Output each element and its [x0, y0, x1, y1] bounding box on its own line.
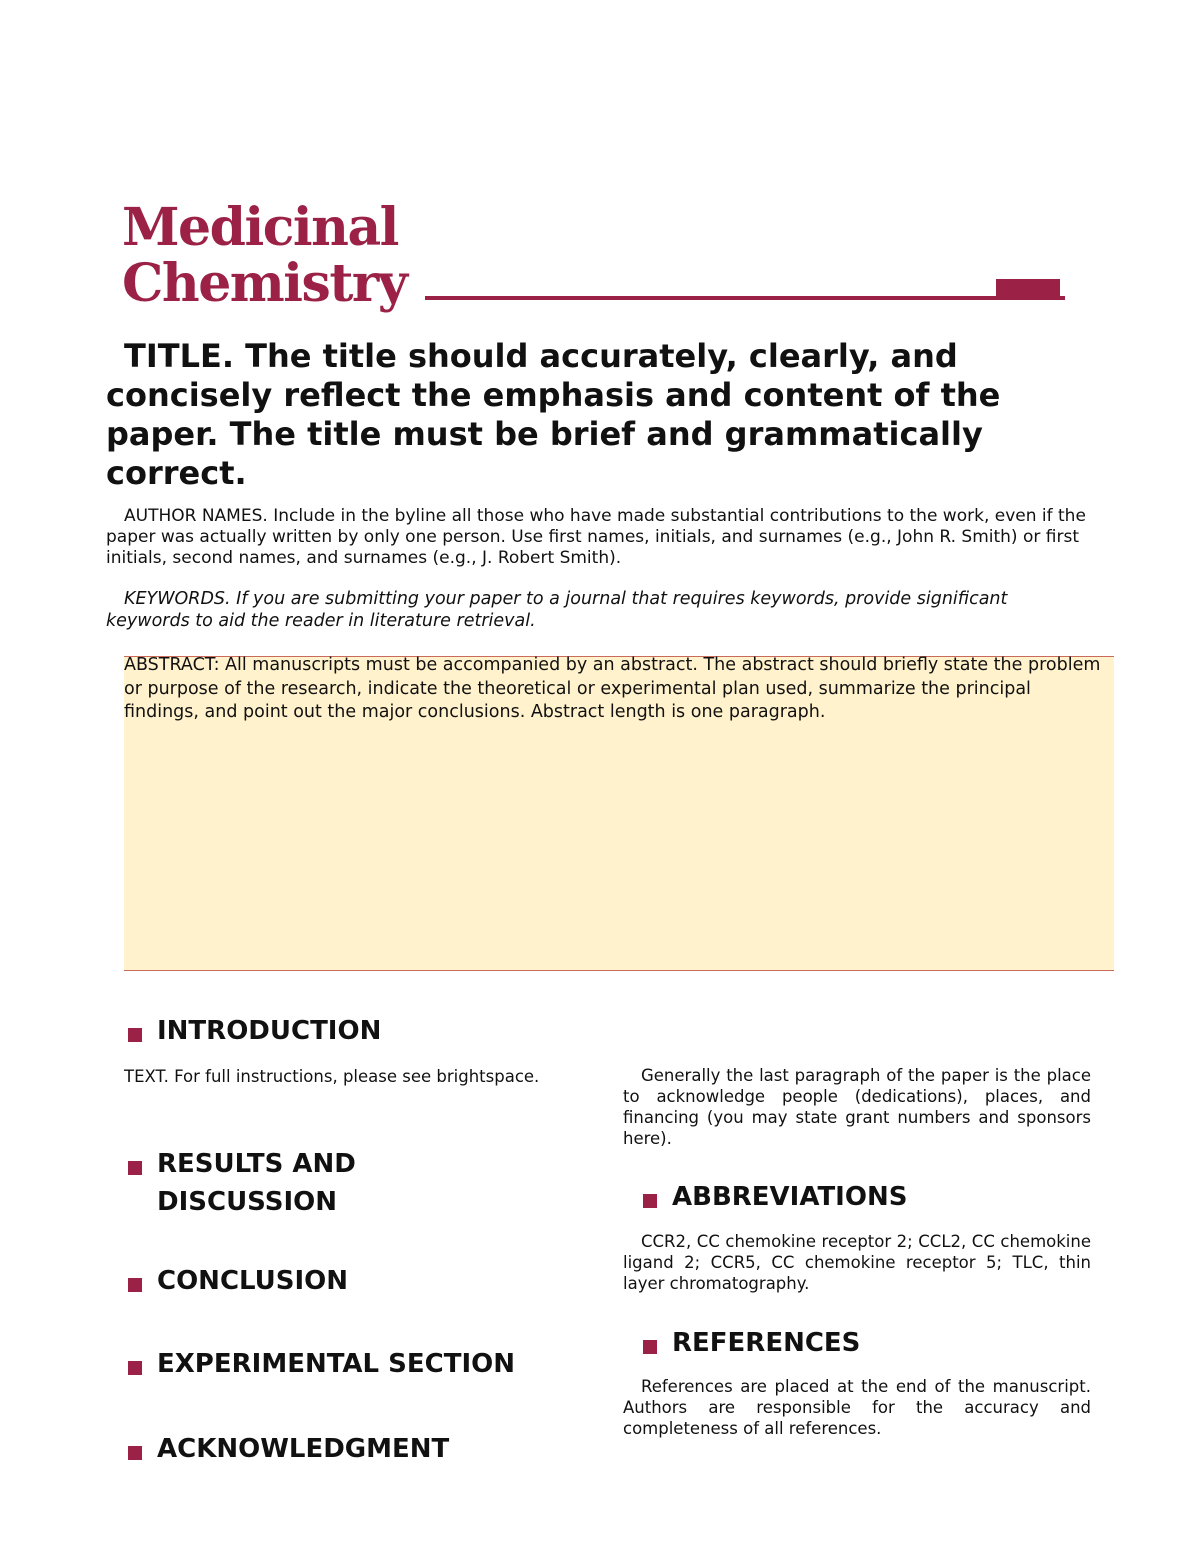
section-bullet-icon	[643, 1340, 657, 1354]
section-bullet-icon	[128, 1446, 142, 1460]
heading-references: REFERENCES	[643, 1324, 860, 1362]
acknowledgment-text: Generally the last paragraph of the paper is the place to acknowledge people (dedications), places, and financing (you may state grant numbers and sponsors here).	[623, 1066, 1091, 1148]
heading-results-discussion: RESULTS AND DISCUSSION	[128, 1145, 488, 1221]
heading-conclusion: CONCLUSION	[128, 1262, 348, 1300]
logo-line-2: Chemistry	[122, 253, 407, 314]
heading-abbreviations: ABBREVIATIONS	[643, 1178, 907, 1216]
author-names: AUTHOR NAMES. Include in the byline all those who have made substantial contributions to the work, even if the paper was actually written by only one person. Use first names, initials, and surnames (e.g., John R. Smith) or first initials, second names, and surnames (e.g., J. Robert Smith).	[106, 506, 1086, 568]
abbreviations-text: CCR2, CC chemokine receptor 2; CCL2, CC chemokine ligand 2; CCR5, CC chemokine receptor 5; TLC, thin layer chromatography.	[623, 1232, 1091, 1293]
heading-introduction: INTRODUCTION	[128, 1012, 381, 1050]
section-bullet-icon	[128, 1278, 142, 1292]
section-bullet-icon	[128, 1028, 142, 1042]
keywords: KEYWORDS. If you are submitting your paper to a journal that requires keywords, provide significant keywords to aid the reader in literature retrieval.	[106, 589, 1008, 631]
heading-experimental: EXPERIMENTAL SECTION	[128, 1345, 515, 1383]
logo-line-1: Medicinal	[122, 197, 398, 258]
abstract-text: ABSTRACT: All manuscripts must be accompanied by an abstract. The abstract should briefly state the problem or purpose of the research, indicate the theoretical or experimental plan used, summarize the principal findings, and point out the major conclusions. Abstract length is one paragraph.	[124, 655, 1101, 722]
paper-title: TITLE. The title should accurately, clearly, and concisely reflect the emphasis and content of the paper. The title must be brief and grammatically correct.	[106, 337, 1001, 492]
references-text: References are placed at the end of the manuscript. Authors are responsible for the accuracy and completeness of all references.	[623, 1377, 1091, 1438]
header-rule-block	[996, 279, 1060, 300]
heading-acknowledgment: ACKNOWLEDGMENT	[128, 1430, 449, 1468]
header-rule	[425, 296, 1065, 300]
section-bullet-icon	[643, 1194, 657, 1208]
section-bullet-icon	[128, 1161, 142, 1175]
journal-logo	[122, 197, 407, 314]
section-bullet-icon	[128, 1361, 142, 1375]
introduction-text: TEXT. For full instructions, please see brightspace.	[124, 1067, 540, 1086]
